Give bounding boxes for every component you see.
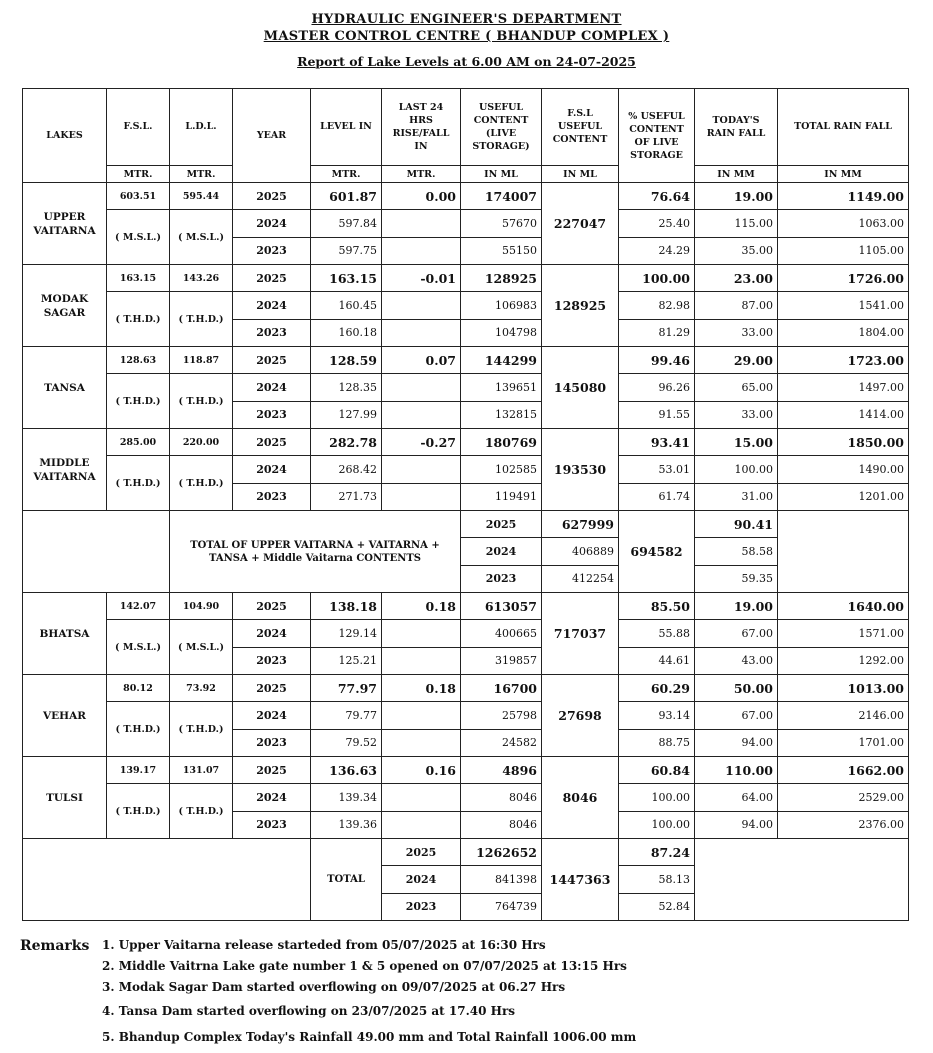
col-level-header: LEVEL IN (311, 89, 382, 166)
total-rain-value: 1105.00 (778, 237, 909, 264)
percent-useful-value: 87.24 (619, 839, 695, 866)
percent-useful-value: 82.98 (619, 292, 695, 319)
fsl-datum: ( T.H.D.) (107, 456, 170, 511)
useful-content-value: 400665 (461, 620, 542, 647)
total-rain-value: 1013.00 (778, 675, 909, 702)
useful-content-value: 841398 (461, 866, 542, 893)
total-row (23, 511, 909, 538)
today-rain-value: 33.00 (695, 401, 778, 428)
rise-fall-empty (382, 784, 461, 811)
total-rain-value: 1149.00 (778, 183, 909, 210)
ldl-value: 104.90 (170, 593, 233, 620)
rise-fall-empty (382, 729, 461, 756)
fsl-value: 142.07 (107, 593, 170, 620)
remark-item: 2. Middle Vaitrna Lake gate number 1 & 5 opened on 07/07/2025 at 13:15 Hrs (102, 959, 627, 973)
rise-fall-empty (382, 702, 461, 729)
today-rain-value: 100.00 (695, 456, 778, 483)
year-cell: 2025 (233, 429, 311, 456)
today-rain-value: 94.00 (695, 729, 778, 756)
level-value: 127.99 (311, 401, 382, 428)
lake-name: TULSI (23, 757, 107, 839)
useful-content-value: 4896 (461, 757, 542, 784)
percent-useful-value: 61.74 (619, 483, 695, 510)
percent-useful-value: 100.00 (619, 811, 695, 838)
ldl-value: 73.92 (170, 675, 233, 702)
total-rain-value: 1292.00 (778, 647, 909, 674)
subtotal-label: TOTAL OF UPPER VAITARNA + VAITARNA + TANSA + Middle Vaitarna CONTENTS (170, 511, 461, 593)
today-rain-value: 31.00 (695, 483, 778, 510)
year-cell: 2025 (233, 593, 311, 620)
level-value: 271.73 (311, 483, 382, 510)
percent-useful-value: 44.61 (619, 647, 695, 674)
total-rain-value: 2376.00 (778, 811, 909, 838)
col-year-header: YEAR (233, 89, 311, 183)
percent-useful-value: 25.40 (619, 210, 695, 237)
useful-content-value: 119491 (461, 483, 542, 510)
useful-content-value: 180769 (461, 429, 542, 456)
year-cell: 2025 (382, 839, 461, 866)
year-cell: 2024 (233, 374, 311, 401)
level-value: 268.42 (311, 456, 382, 483)
level-value: 79.52 (311, 729, 382, 756)
remarks-title: Remarks (20, 938, 90, 954)
fsl-datum: ( M.S.L.) (107, 210, 170, 265)
table-row (23, 210, 909, 237)
ldl-value: 220.00 (170, 429, 233, 456)
today-rain-value: 29.00 (695, 347, 778, 374)
blank-cell (695, 839, 909, 921)
table-row (23, 183, 909, 210)
today-rain-value: 19.00 (695, 183, 778, 210)
percent-useful-value: 55.88 (619, 620, 695, 647)
year-cell: 2023 (233, 483, 311, 510)
year-cell: 2023 (382, 893, 461, 920)
total-rain-value: 1490.00 (778, 456, 909, 483)
year-cell: 2023 (233, 647, 311, 674)
percent-useful-value: 24.29 (619, 237, 695, 264)
fsl-value: 163.15 (107, 265, 170, 292)
lake-name: BHATSA (23, 593, 107, 675)
percent-useful-value: 88.75 (619, 729, 695, 756)
rise-fall-empty (382, 647, 461, 674)
blank-cell (23, 511, 170, 593)
col-fsl-useful-header: F.S.L USEFUL CONTENT (542, 89, 619, 166)
useful-content-value: 412254 (542, 565, 619, 592)
report-title: Report of Lake Levels at 6.00 AM on 24-07-2025 (297, 54, 636, 69)
fsl-useful-content: 227047 (542, 183, 619, 265)
today-rain-value: 15.00 (695, 429, 778, 456)
level-value: 77.97 (311, 675, 382, 702)
total-rain-value: 1640.00 (778, 593, 909, 620)
table-row (23, 593, 909, 620)
total-rain-value: 1541.00 (778, 292, 909, 319)
units-row (23, 165, 909, 182)
ldl-datum: ( T.H.D.) (170, 784, 233, 839)
year-cell: 2025 (233, 183, 311, 210)
year-cell: 2023 (233, 811, 311, 838)
fsl-useful-content: 27698 (542, 675, 619, 757)
useful-content-value: 144299 (461, 347, 542, 374)
table-row (23, 456, 909, 483)
today-rain-value: 94.00 (695, 811, 778, 838)
rise-fall-value: 0.16 (382, 757, 461, 784)
total-rain-value: 2529.00 (778, 784, 909, 811)
today-rain-value: 67.00 (695, 702, 778, 729)
useful-content-value: 8046 (461, 784, 542, 811)
year-cell: 2023 (233, 237, 311, 264)
year-cell: 2024 (233, 456, 311, 483)
percent-useful-value: 59.35 (695, 565, 778, 592)
useful-content-value: 106983 (461, 292, 542, 319)
rise-fall-empty (382, 456, 461, 483)
level-value: 79.77 (311, 702, 382, 729)
unit-rise: MTR. (382, 165, 461, 182)
percent-useful-value: 58.58 (695, 538, 778, 565)
useful-content-value: 139651 (461, 374, 542, 401)
level-value: 136.63 (311, 757, 382, 784)
rise-fall-empty (382, 210, 461, 237)
useful-content-value: 174007 (461, 183, 542, 210)
useful-content-value: 16700 (461, 675, 542, 702)
department-title: HYDRAULIC ENGINEER'S DEPARTMENT (311, 12, 622, 27)
today-rain-value: 110.00 (695, 757, 778, 784)
year-cell: 2025 (233, 347, 311, 374)
ldl-value: 143.26 (170, 265, 233, 292)
col-useful-header: USEFUL CONTENT (LIVE STORAGE) (461, 89, 542, 166)
today-rain-value: 33.00 (695, 319, 778, 346)
col-rise-header: LAST 24 HRS RISE/FALL IN (382, 89, 461, 166)
percent-useful-value: 52.84 (619, 893, 695, 920)
level-value: 129.14 (311, 620, 382, 647)
year-cell: 2024 (233, 210, 311, 237)
percent-useful-value: 60.29 (619, 675, 695, 702)
percent-useful-value: 99.46 (619, 347, 695, 374)
year-cell: 2025 (233, 757, 311, 784)
unit-total_rain: IN MM (778, 165, 909, 182)
year-cell: 2024 (233, 702, 311, 729)
total-rain-value: 1850.00 (778, 429, 909, 456)
rise-fall-empty (382, 237, 461, 264)
useful-content-value: 764739 (461, 893, 542, 920)
table-row (23, 675, 909, 702)
year-cell: 2025 (233, 675, 311, 702)
percent-useful-value: 76.64 (619, 183, 695, 210)
year-cell: 2024 (382, 866, 461, 893)
percent-useful-value: 96.26 (619, 374, 695, 401)
level-value: 282.78 (311, 429, 382, 456)
rise-fall-value: 0.00 (382, 183, 461, 210)
percent-useful-value: 60.84 (619, 757, 695, 784)
rise-fall-value: 0.18 (382, 675, 461, 702)
fsl-useful-content: 145080 (542, 347, 619, 429)
total-rain-value: 1571.00 (778, 620, 909, 647)
lake-name: MODAK SAGAR (23, 265, 107, 347)
percent-useful-value: 81.29 (619, 319, 695, 346)
unit-fsl_useful: IN ML (542, 165, 619, 182)
table-row (23, 757, 909, 784)
fsl-useful-total: 694582 (619, 511, 695, 593)
unit-level: MTR. (311, 165, 382, 182)
ldl-datum: ( T.H.D.) (170, 456, 233, 511)
fsl-datum: ( M.S.L.) (107, 620, 170, 675)
year-cell: 2023 (233, 729, 311, 756)
year-cell: 2023 (461, 565, 542, 592)
table-row (23, 292, 909, 319)
percent-useful-value: 93.41 (619, 429, 695, 456)
percent-useful-value: 100.00 (619, 265, 695, 292)
lake-name: MIDDLE VAITARNA (23, 429, 107, 511)
level-value: 138.18 (311, 593, 382, 620)
percent-useful-value: 91.55 (619, 401, 695, 428)
rise-fall-empty (382, 292, 461, 319)
fsl-datum: ( T.H.D.) (107, 702, 170, 757)
fsl-useful-content: 717037 (542, 593, 619, 675)
total-rain-value: 1723.00 (778, 347, 909, 374)
today-rain-value: 87.00 (695, 292, 778, 319)
table-row (23, 620, 909, 647)
useful-content-value: 128925 (461, 265, 542, 292)
level-value: 139.34 (311, 784, 382, 811)
remark-item: 4. Tansa Dam started overflowing on 23/07/2025 at 17.40 Hrs (102, 1004, 516, 1018)
today-rain-value: 19.00 (695, 593, 778, 620)
rise-fall-value: 0.18 (382, 593, 461, 620)
total-rain-value: 2146.00 (778, 702, 909, 729)
ldl-datum: ( T.H.D.) (170, 702, 233, 757)
table-row (23, 265, 909, 292)
blank-cell (23, 839, 311, 921)
rise-fall-value: 0.07 (382, 347, 461, 374)
remark-item: 5. Bhandup Complex Today's Rainfall 49.00 mm and Total Rainfall 1006.00 mm (102, 1030, 637, 1044)
unit-today_rain: IN MM (695, 165, 778, 182)
table-body (23, 89, 909, 921)
rise-fall-empty (382, 401, 461, 428)
rise-fall-empty (382, 374, 461, 401)
useful-content-value: 57670 (461, 210, 542, 237)
ldl-value: 131.07 (170, 757, 233, 784)
remark-item: 1. Upper Vaitarna release starteded from 05/07/2025 at 16:30 Hrs (102, 938, 546, 952)
useful-content-value: 627999 (542, 511, 619, 538)
year-cell: 2024 (233, 292, 311, 319)
today-rain-value: 67.00 (695, 620, 778, 647)
level-value: 160.45 (311, 292, 382, 319)
today-rain-value: 35.00 (695, 237, 778, 264)
percent-useful-value: 100.00 (619, 784, 695, 811)
centre-title: MASTER CONTROL CENTRE ( BHANDUP COMPLEX ) (263, 29, 670, 44)
total-rain-value: 1804.00 (778, 319, 909, 346)
level-value: 160.18 (311, 319, 382, 346)
unit-useful: IN ML (461, 165, 542, 182)
today-rain-value: 50.00 (695, 675, 778, 702)
useful-content-value: 25798 (461, 702, 542, 729)
total-row (23, 839, 909, 866)
ldl-datum: ( T.H.D.) (170, 374, 233, 429)
table-row (23, 702, 909, 729)
fsl-useful-content: 128925 (542, 265, 619, 347)
level-value: 139.36 (311, 811, 382, 838)
total-rain-value: 1063.00 (778, 210, 909, 237)
lake-name: TANSA (23, 347, 107, 429)
level-value: 597.84 (311, 210, 382, 237)
rise-fall-empty (382, 483, 461, 510)
fsl-value: 139.17 (107, 757, 170, 784)
useful-content-value: 55150 (461, 237, 542, 264)
table-row (23, 784, 909, 811)
useful-content-value: 319857 (461, 647, 542, 674)
percent-useful-value: 93.14 (619, 702, 695, 729)
year-cell: 2024 (461, 538, 542, 565)
fsl-useful-content: 8046 (542, 757, 619, 839)
fsl-useful-total: 1447363 (542, 839, 619, 921)
useful-content-value: 8046 (461, 811, 542, 838)
year-cell: 2023 (233, 319, 311, 346)
year-cell: 2023 (233, 401, 311, 428)
total-rain-value: 1414.00 (778, 401, 909, 428)
level-value: 597.75 (311, 237, 382, 264)
total-rain-value: 1726.00 (778, 265, 909, 292)
lake-levels-table (22, 88, 909, 921)
percent-useful-value: 90.41 (695, 511, 778, 538)
total-rain-value: 1701.00 (778, 729, 909, 756)
table-row (23, 374, 909, 401)
unit-ldl: MTR. (170, 165, 233, 182)
unit-fsl: MTR. (107, 165, 170, 182)
fsl-useful-content: 193530 (542, 429, 619, 511)
today-rain-value: 43.00 (695, 647, 778, 674)
col-pct-header: % USEFUL CONTENT OF LIVE STORAGE (619, 89, 695, 183)
total-rain-value: 1201.00 (778, 483, 909, 510)
useful-content-value: 1262652 (461, 839, 542, 866)
fsl-value: 128.63 (107, 347, 170, 374)
fsl-datum: ( T.H.D.) (107, 292, 170, 347)
rise-fall-value: -0.01 (382, 265, 461, 292)
today-rain-value: 115.00 (695, 210, 778, 237)
total-rain-value: 1662.00 (778, 757, 909, 784)
year-cell: 2024 (233, 620, 311, 647)
useful-content-value: 406889 (542, 538, 619, 565)
rise-fall-empty (382, 811, 461, 838)
useful-content-value: 132815 (461, 401, 542, 428)
col-fsl-header: F.S.L. (107, 89, 170, 166)
ldl-value: 118.87 (170, 347, 233, 374)
lake-name: VEHAR (23, 675, 107, 757)
col-lakes-header: LAKES (23, 89, 107, 183)
useful-content-value: 104798 (461, 319, 542, 346)
fsl-datum: ( T.H.D.) (107, 374, 170, 429)
fsl-value: 603.51 (107, 183, 170, 210)
rise-fall-value: -0.27 (382, 429, 461, 456)
header-row (23, 89, 909, 166)
col-today-rain-header: TODAY'S RAIN FALL (695, 89, 778, 166)
level-value: 601.87 (311, 183, 382, 210)
table-row (23, 429, 909, 456)
col-ldl-header: L.D.L. (170, 89, 233, 166)
rise-fall-empty (382, 319, 461, 346)
year-cell: 2024 (233, 784, 311, 811)
level-value: 128.59 (311, 347, 382, 374)
fsl-value: 285.00 (107, 429, 170, 456)
rise-fall-empty (382, 620, 461, 647)
fsl-datum: ( T.H.D.) (107, 784, 170, 839)
level-value: 163.15 (311, 265, 382, 292)
grand-total-label: TOTAL (311, 839, 382, 921)
today-rain-value: 65.00 (695, 374, 778, 401)
percent-useful-value: 53.01 (619, 456, 695, 483)
fsl-value: 80.12 (107, 675, 170, 702)
level-value: 125.21 (311, 647, 382, 674)
year-cell: 2025 (461, 511, 542, 538)
ldl-datum: ( M.S.L.) (170, 620, 233, 675)
remark-item: 3. Modak Sagar Dam started overflowing on 09/07/2025 at 06.27 Hrs (102, 980, 566, 994)
total-rain-value: 1497.00 (778, 374, 909, 401)
col-total-rain-header: TOTAL RAIN FALL (778, 89, 909, 166)
level-value: 128.35 (311, 374, 382, 401)
today-rain-value: 64.00 (695, 784, 778, 811)
percent-useful-value: 85.50 (619, 593, 695, 620)
useful-content-value: 24582 (461, 729, 542, 756)
today-rain-value: 23.00 (695, 265, 778, 292)
ldl-datum: ( M.S.L.) (170, 210, 233, 265)
blank-cell (778, 511, 909, 593)
lake-name: UPPER VAITARNA (23, 183, 107, 265)
useful-content-value: 102585 (461, 456, 542, 483)
ldl-datum: ( T.H.D.) (170, 292, 233, 347)
percent-useful-value: 58.13 (619, 866, 695, 893)
ldl-value: 595.44 (170, 183, 233, 210)
year-cell: 2025 (233, 265, 311, 292)
table-row (23, 347, 909, 374)
useful-content-value: 613057 (461, 593, 542, 620)
